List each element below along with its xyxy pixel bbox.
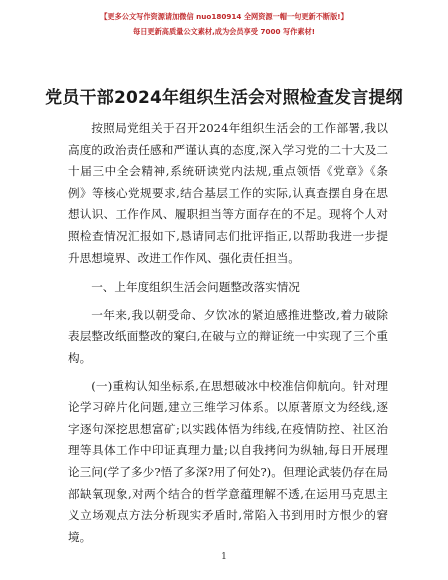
document-title: 党员干部2024年组织生活会对照检查发言提纲 [45, 88, 403, 108]
banner-line-promo: 【更多公文写作资源请加微信 nuo180914 全网资源一帽一句更新不断版!】 [100, 12, 348, 21]
subsection-paragraph: (一)重构认知坐标系,在思想破冰中校准信仰航向。针对理论学习碎片化问题,建立三维学习体系。以原著原文为经线,逐字逐句深挖思想富矿;以实践体悟为纬线,在疫情防控、社区治理等具体工作中印证真理力量;以自我拷问为纵轴,每日开展理论三问(学了多少?悟了多深?用了何处?)。但理论武装仍存在局部缺氧现象,对两个结合的哲学意蕴理解不透,在运用马克思主义立场观点方法分析现实矛盾时,常陷入书到用时方恨少的窘境。 [68, 378, 388, 544]
body-paragraph: 一年来,我以朝受命、夕饮冰的紧迫感推进整改,着力破除表层整改纸面整改的窠臼,在破与立的辩证统一中实现了三个重构。 [68, 307, 388, 365]
intro-paragraph: 按照局党组关于召开2024年组织生活会的工作部署,我以高度的政治责任感和严谨认真的态度,深入学习党的二十大及二十届三中全会精神,系统研读党内法规,重点领悟《党章》《条例》等核心党规要求,结合基层工作的实际,认真查摆自身在思想认识、工作作风、履职担当等方面存在的不足。现将个人对照检查情况汇报如下,恳请同志们批评指正,以帮助我进一步提升思想境界、改进工作作风、强化责任担当。 [68, 121, 388, 265]
section-heading: 一、上年度组织生活会问题整改落实情况 [91, 280, 300, 295]
document-body [68, 118, 388, 548]
page-number: 1 [221, 552, 227, 562]
header-banner [0, 10, 448, 38]
banner-line-membership: 每日更新高质量公文素材,成为会员享受 7000 写作素材! [133, 27, 315, 36]
